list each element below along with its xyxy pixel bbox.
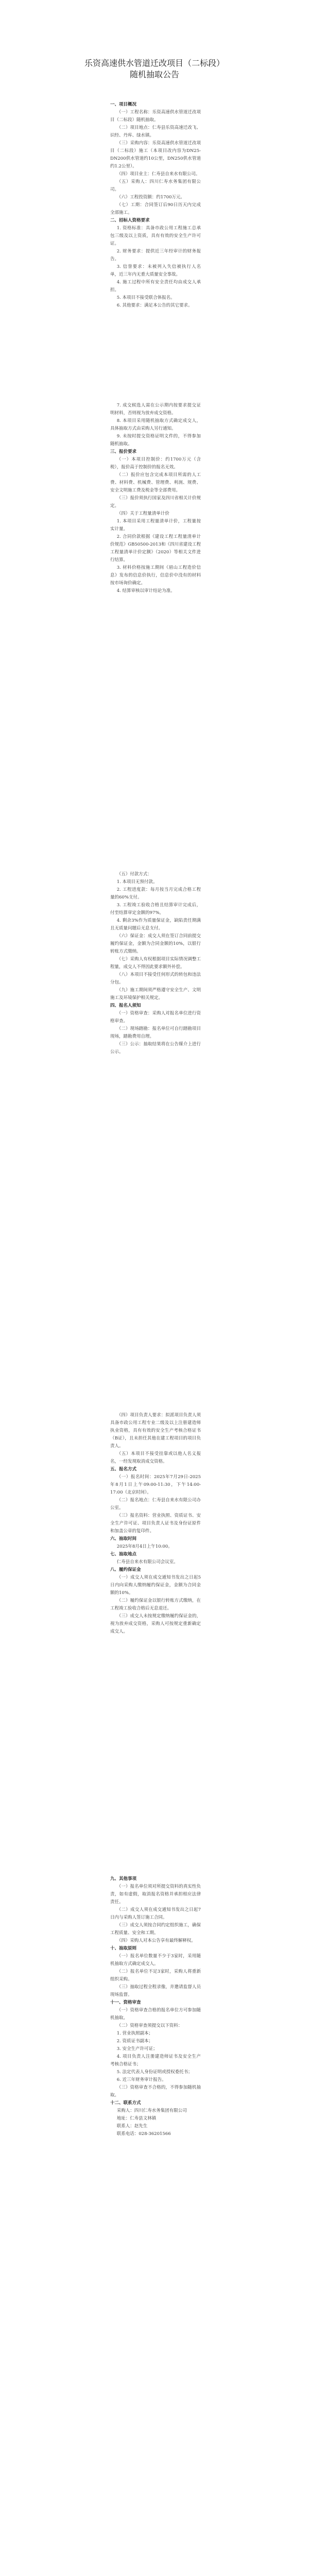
paragraph-line: （三）采购内容：乐资高速供水管道迁改项目（二标段）施工（本项目改内容为DN25-DN200供水管道约10公里，DN250供水管道约1.2公里）。: [110, 141, 201, 169]
paragraph-line: （二）现场踏勘：报名单位可自行踏勘项目现场，踏勘费用自理。: [110, 1026, 201, 1039]
paragraph-line: 9. 未按时提交资格证明文件的，不得参加随机抽取。: [110, 434, 201, 447]
paragraph-line: （二）项目地点：仁寿县乐资高速迁改飞、识经、丹库、绿水镇。: [110, 125, 201, 138]
paragraph-line: 2. 资质证书副本；: [116, 2039, 153, 2044]
section-project-overview: [110, 101, 201, 310]
document-subtitle: 随机抽取公告: [129, 70, 179, 79]
paragraph-line: 2. 合同价款根据《建设工程工程量清单计价规范》GB50500-2013和《四川省建设工程工程量清单计价定额》（2020）等相关文件进行结算。: [110, 534, 201, 563]
paragraph-line: （一）资格审查合格的报名单位方可参加随机抽取。: [110, 2008, 201, 2021]
paragraph-line: （一）报名单位数量不少于3家时，采用随机抽取方式确定成交人。: [110, 1954, 201, 1967]
paragraph-line: （一）工程名称：乐资高速供水管道迁改项目（二标段）随机抽取。: [110, 110, 201, 123]
paragraph-line: 4. 项目负责人注册建造师证书及安全生产考核合格证书；: [110, 2054, 201, 2067]
paragraph-line: （二）资格审查须提交以下资料：: [116, 2023, 183, 2028]
paragraph-line: （四）采购人对本公告享有最终解释权。: [116, 1938, 196, 1943]
section-requirements: [110, 402, 201, 595]
paragraph-line: 5. 法定代表人身份证明或授权委托书；: [116, 2070, 193, 2075]
section-heading: 十一、资格审查: [110, 2000, 141, 2005]
section-other: [110, 1875, 201, 2138]
paragraph-line: 2025年8月4日上午10:00。: [116, 1544, 173, 1549]
paragraph-line: （四）项目业主：仁寿县自来水有限公司。: [116, 172, 200, 177]
paragraph-line: 2. 财务要求：提供近三年经审计的财务报告。: [110, 249, 201, 262]
paragraph-line: （一）报名时间：2025年7月29日-2025年8月1日上午09:00-11:30，下午14:00-17:00（北京时间）。: [110, 1475, 201, 1495]
paragraph-line: （四）关于工程量清单计价: [116, 511, 169, 516]
paragraph-line: （七）采购人有权根据项目实际情况调整工程量，成交人不得因此要求额外补偿。: [110, 957, 201, 970]
paragraph-line: 6. 其他要求：满足本公告的其它要求。: [116, 303, 193, 308]
paragraph-line: （三）资格审查不合格的，不得参加随机抽取。: [110, 2085, 201, 2098]
document-title: 乐资高速供水管道迁改项目（二标段）: [84, 58, 225, 68]
paragraph-line: 6. 近三年财务审计报告。: [116, 2077, 166, 2082]
paragraph-line: （三）报价须执行国家及四川省相关计价规定。: [110, 496, 201, 509]
paragraph-line: 联系人：赵先生: [116, 2124, 148, 2129]
paragraph-line: 采购人：四川仁寿水务集团有限公司: [116, 2108, 187, 2113]
paragraph-line: （一）本项目控制价：约1700万元（含税），报价高于控制价的报名无效。: [110, 457, 201, 470]
paragraph-line: 联系电话：028-36201566: [116, 2131, 171, 2137]
section-heading: 三、报价要求: [110, 449, 137, 454]
section-heading: 六、抽取时间: [110, 1536, 137, 1541]
section-heading: 二、招标人资格要求: [110, 218, 150, 223]
paragraph-line: 仁寿县自来水有限公司会议室。: [116, 1560, 178, 1565]
paragraph-line: （九）施工期间须严格遵守安全生产、文明施工及环境保护相关规定。: [110, 988, 201, 1001]
paragraph-line: （二）报价应包含完成本项目所需的人工费、材料费、机械费、管理费、利润、规费、安全文明施工费及税金等全部费用。: [110, 472, 201, 493]
paragraph-line: 7. 成交候选人需在公示期内按要求提交证明材料，否则视为放弃成交资格。: [110, 403, 201, 416]
paragraph-line: （二）报名单位不足3家时，采购人将重新组织采购。: [110, 1969, 201, 1982]
section-heading: 八、履约保证金: [110, 1567, 141, 1572]
paragraph-line: 地址：仁寿县文林镇: [116, 2116, 157, 2121]
paragraph-line: 5. 本项目不接受联合体报名。: [116, 295, 175, 300]
paragraph-line: （三）公示：抽取结果将在公告媒介上进行公示。: [110, 1042, 201, 1055]
paragraph-line: （三）成交人未按规定缴纳履约保证金的，视为放弃成交资格，采购人可按规定重新确定成交人。: [110, 1614, 201, 1634]
paragraph-line: 3. 材料价格按施工期间《眉山工程造价信息》发布的信息价执行，信息价中没有的材料按市场询价确定。: [110, 565, 201, 586]
paragraph-line: （七）工期：合同签订后90日历天内完成全部施工。: [110, 202, 201, 215]
section-heading: 四、报名人须知: [110, 1003, 141, 1008]
paragraph-line: （一）资格审查：采购人对报名单位进行资格审查。: [110, 1011, 201, 1024]
paragraph-line: 4. 结算审核以审计结论为准。: [116, 588, 175, 594]
paragraph-line: （一）成交人须在成交通知书发出之日起5日内向采购人缴纳履约保证金，金额为合同金额的10%。: [110, 1575, 201, 1596]
section-heading: 九、其他事项: [110, 1876, 137, 1882]
section-registration: [110, 1412, 201, 1636]
section-heading: 十二、联系方式: [110, 2100, 141, 2106]
paragraph-line: （五）本项目不接受挂靠或以他人名义报名，一经发现取消成交资格。: [110, 1451, 201, 1464]
paragraph-line: 3. 安全生产许可证；: [116, 2046, 158, 2052]
section-heading: 五、报名方式: [110, 1467, 137, 1472]
paragraph-line: 2. 工程进度款：每月按当月完成合格工程量的60%支付。: [110, 887, 201, 900]
section-heading: 十、抽取原则: [110, 1946, 137, 1951]
paragraph-line: 3. 信誉要求：未被列入失信被执行人名单，近三年内无重大质量安全事故。: [110, 264, 201, 277]
paragraph-line: 8. 本项目采用随机抽取方式确定成交人，具体抽取方式由采购人另行通知。: [110, 418, 201, 431]
paragraph-line: （三）抽取过程全程录像，并邀请监督人员现场监督。: [110, 1985, 201, 1997]
paragraph-line: 1. 资格标准：具备市政公用工程施工总承包三级及以上资质，具有有效的安全生产许可证。: [110, 226, 201, 246]
paragraph-line: （二）履约保证金以银行转账方式缴纳，在工程竣工验收合格后无息退还。: [110, 1598, 201, 1611]
paragraph-line: （六）保证金：成交人须在签订合同前提交履约保证金，金额为合同金额的10%，以银行转账方式缴纳。: [110, 934, 201, 954]
section-heading: 七、抽取地点: [110, 1552, 137, 1557]
section-payment: [110, 871, 201, 1056]
section-heading: 一、项目概况: [110, 102, 137, 107]
paragraph-line: 4. 施工过程中所有安全责任均由成交人承担。: [110, 280, 201, 293]
paragraph-line: 1. 本项目无预付款。: [116, 879, 158, 885]
paragraph-line: 4. 剩余3%作为质量保证金，缺陷责任期满且无质量问题后无息支付。: [110, 918, 201, 931]
paragraph-line: （五）采购人：四川仁寿水务集团有限公司。: [110, 179, 201, 192]
paragraph-line: 3. 工程竣工验收合格且结算审计完成后，付至结算审定金额的97%。: [110, 903, 201, 916]
paragraph-line: 1. 本项目采用工程量清单计价，工程量按实计量。: [110, 519, 201, 532]
paragraph-line: （二）成交人须在成交通知书发出之日起7日内与采购人签订施工合同。: [110, 1907, 201, 1920]
paragraph-line: （四）项目负责人要求：拟派项目负责人须具备市政公用工程专业二级及以上注册建造师执业资格，具有有效的安全生产考核合格证书（B证），且未担任其他在建工程项目的项目负责人。: [110, 1413, 201, 1449]
paragraph-line: （一）报名单位须对所提交资料的真实性负责，如有虚假，取消报名资格并承担相应法律责任。: [110, 1884, 201, 1905]
paragraph-line: 1. 营业执照副本；: [116, 2031, 153, 2036]
paragraph-line: （三）报名资料：营业执照、资质证书、安全生产许可证、项目负责人证书及身份证原件和加盖公章的复印件。: [110, 1513, 201, 1534]
paragraph-line: （八）本项目不接受任何形式的转包和违法分包。: [110, 972, 201, 985]
paragraph-line: （二）报名地点：仁寿县自来水有限公司办公室。: [110, 1498, 201, 1511]
paragraph-line: （六）工程投资额：约1700万元。: [116, 195, 185, 200]
paragraph-line: （三）成交人须按合同约定组织施工，确保工程质量、安全和工期。: [110, 1923, 201, 1936]
paragraph-line: （五）付款方式：: [116, 872, 152, 877]
